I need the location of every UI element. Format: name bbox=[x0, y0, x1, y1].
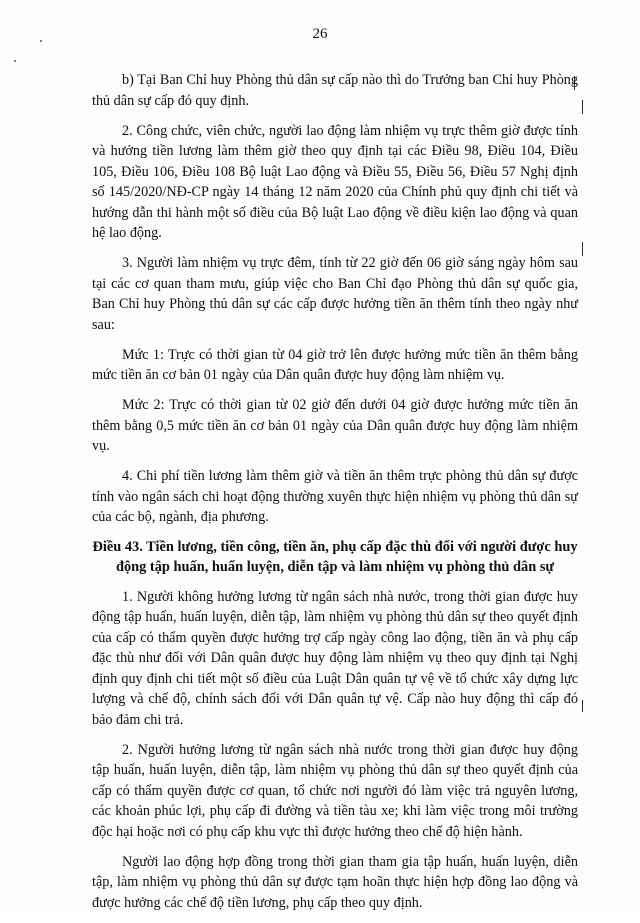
article-43-paragraph-3: Người lao động hợp đồng trong thời gian tham gia tập huấn, huấn luyện, diễn tập, làm nhiệm vụ phòng thủ dân sự được tạm hoãn thực hiện hợp đồng lao động và được hưởng các chế độ tiền lương, phụ cấp theo quy định. bbox=[92, 853, 578, 911]
paragraph-3: 3. Người làm nhiệm vụ trực đêm, tính từ 22 giờ đến 06 giờ sáng ngày hôm sau tại các cơ quan tham mưu, giúp việc cho Ban Chỉ đạo Phòng thủ dân sự quốc gia, Ban Chỉ huy Phòng thủ dân sự các cấp được hưởng tiền ăn thêm tính theo ngày như sau: bbox=[92, 255, 578, 333]
scan-speck bbox=[40, 40, 42, 42]
paragraph-muc-1: Mức 1: Trực có thời gian từ 04 giờ trở lên được hưởng mức tiền ăn thêm bằng mức tiền ăn cơ bản 01 ngày của Dân quân được huy động làm nhiệm vụ. bbox=[92, 346, 578, 383]
paragraph-2: 2. Công chức, viên chức, người lao động làm nhiệm vụ trực thêm giờ được tính và hưởng tiền lương làm thêm giờ theo quy định tại các Điều 98, Điều 104, Điều 105, Điều 106, Điều 108 Bộ luật Lao động và Điều 55, Điều 56, Điều 57 Nghị định số 145/2020/NĐ-CP ngày 14 tháng 12 năm 2020 của Chính phủ quy định chi tiết và hướng dẫn thi hành một số điều của Bộ luật Lao động về điều kiện lao động và quan hệ lao động. bbox=[92, 122, 578, 241]
article-43-paragraph-2: 2. Người hưởng lương từ ngân sách nhà nước trong thời gian được huy động tập huấn, huấn luyện, diễn tập, làm nhiệm vụ phòng thủ dân sự theo quyết định của cấp có thẩm quyền được cơ quan, tổ chức nơi người đó làm việc trả nguyên lương, các khoản phúc lợi, phụ cấp đi đường và tiền tàu xe; khi làm việc trong môi trường độc hại hoặc nơi có phụ cấp khu vực thì được hưởng theo chế độ hiện hành. bbox=[92, 741, 578, 840]
paragraph-4: 4. Chi phí tiền lương làm thêm giờ và tiền ăn thêm trực phòng thủ dân sự được tính vào ngân sách chi hoạt động thường xuyên thực hiện nhiệm vụ phòng thủ dân sự của các bộ, ngành, địa phương. bbox=[92, 468, 578, 525]
article-43-paragraph-1: 1. Người không hưởng lương từ ngân sách nhà nước, trong thời gian được huy động tập huấn, huấn luyện, diễn tập, làm nhiệm vụ phòng thủ dân sự theo quyết định của cấp có thẩm quyền được hưởng trợ cấp ngày công lao động, tiền ăn và phụ cấp đặc thù như đối với Dân quân được huy động làm nhiệm vụ theo quy định tại Nghị định quy định chi tiết một số điều của Luật Dân quân tự vệ về tổ chức xây dựng lực lượng và chế độ, chính sách đối với Dân quân tự vệ. Cấp nào huy động thì cấp đó bảo đảm chi trả. bbox=[92, 588, 578, 728]
paragraph-b: b) Tại Ban Chỉ huy Phòng thủ dân sự cấp nào thì do Trưởng ban Chỉ huy Phòng thủ dân sự cấp đó quy định. bbox=[92, 72, 578, 109]
paragraph-muc-2: Mức 2: Trực có thời gian từ 02 giờ đến dưới 04 giờ được hưởng mức tiền ăn thêm bằng 0,5 mức tiền ăn cơ bản 01 ngày của Dân quân được huy động làm nhiệm vụ. bbox=[92, 397, 578, 454]
scan-speck bbox=[14, 60, 16, 62]
article-43-heading: Điều 43. Tiền lương, tiền công, tiền ăn, phụ cấp đặc thù đối với người được huy động tập huấn, huấn luyện, diễn tập và làm nhiệm vụ phòng thủ dân sự bbox=[92, 539, 578, 575]
document-body bbox=[92, 70, 578, 923]
scan-margin-mark bbox=[582, 700, 583, 712]
scan-margin-mark bbox=[582, 100, 583, 114]
scan-margin-mark bbox=[582, 242, 583, 256]
page-number: 26 bbox=[312, 26, 328, 42]
